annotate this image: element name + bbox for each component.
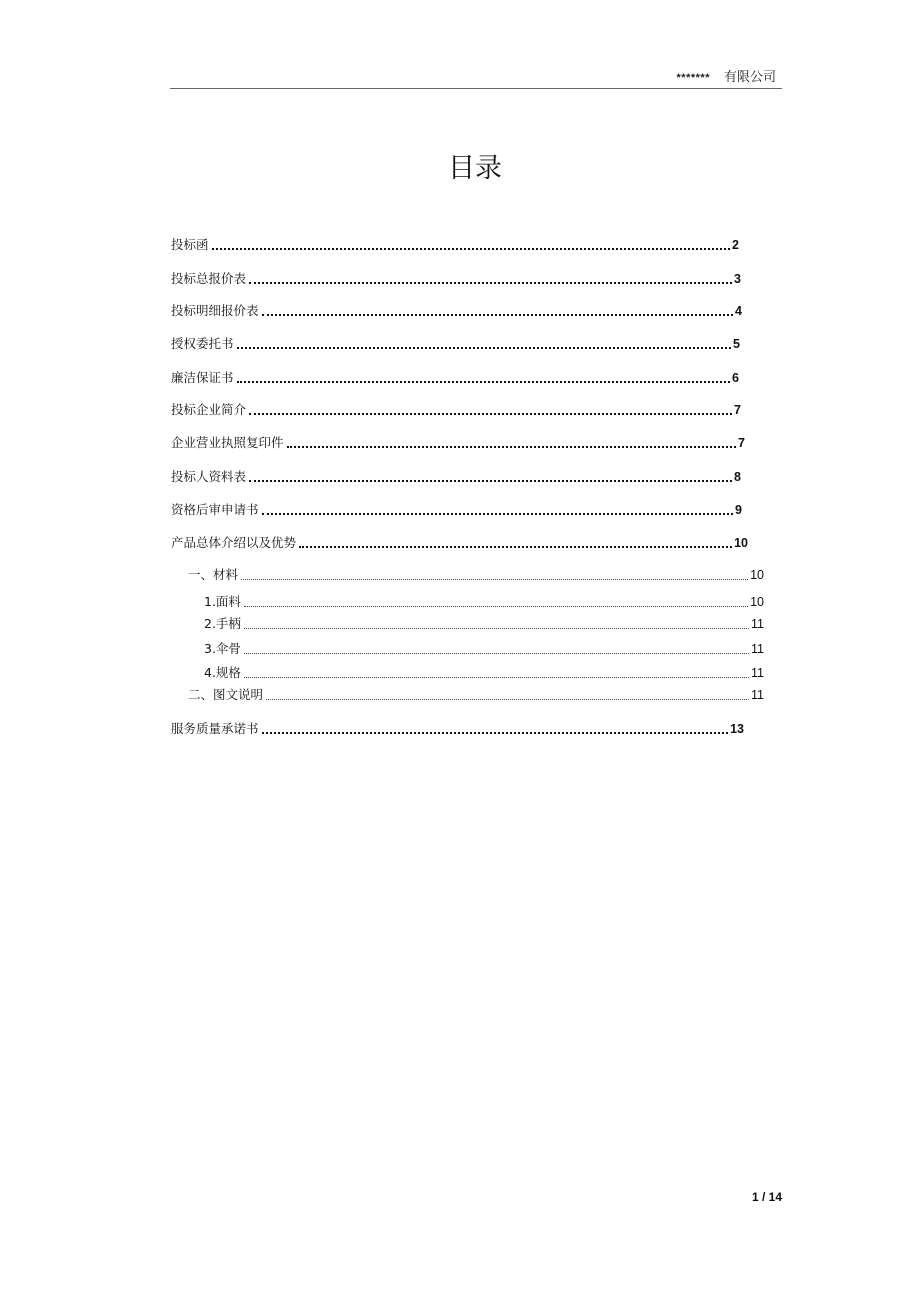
toc-leader [249, 282, 732, 284]
toc-entry-label: 授权委托书 [171, 336, 234, 351]
toc-entry-label: 投标人资料表 [171, 469, 247, 484]
toc-entry-label: 3.伞骨 [204, 641, 241, 656]
toc-entry-label: 企业营业执照复印件 [171, 435, 284, 450]
toc-leader [237, 381, 731, 383]
toc-entry[interactable] [171, 270, 741, 288]
toc-leader [266, 699, 749, 700]
toc-entry-page: 10 [750, 568, 764, 582]
toc-entry-label: 投标总报价表 [171, 271, 247, 286]
toc-entry[interactable] [204, 664, 764, 682]
toc-entry[interactable] [188, 686, 764, 704]
toc-leader [249, 480, 732, 482]
header-company-name: 有限公司 [723, 70, 776, 85]
page-header [170, 62, 782, 89]
toc-entry[interactable] [204, 593, 764, 611]
toc-entry[interactable] [171, 501, 742, 519]
toc-entry-page: 7 [734, 403, 741, 417]
toc-entry[interactable] [204, 640, 764, 658]
header-rule [170, 88, 782, 89]
toc-leader [241, 579, 748, 580]
toc-entry-page: 4 [735, 304, 742, 318]
page-indicator: 1 / 14 [751, 1190, 782, 1204]
toc-leader [244, 628, 749, 629]
toc-entry-page: 6 [732, 371, 739, 385]
toc-leader [244, 606, 748, 607]
toc-entry[interactable] [171, 720, 744, 738]
toc-entry[interactable] [171, 369, 739, 387]
toc-entry-label: 廉洁保证书 [171, 370, 234, 385]
toc-entry-label: 二、图文说明 [188, 687, 264, 702]
toc-leader [262, 314, 734, 316]
toc-entry-page: 11 [751, 666, 764, 680]
toc-entry-page: 9 [735, 503, 742, 517]
toc-leader [287, 446, 737, 448]
toc-entry-label: 资格后审申请书 [171, 502, 259, 517]
toc-entry-page: 10 [734, 536, 748, 550]
toc-entry[interactable] [171, 335, 740, 353]
toc-entry-label: 4.规格 [204, 665, 241, 680]
toc-entry-page: 13 [730, 722, 744, 736]
toc-entry-page: 11 [751, 688, 764, 702]
toc-entry[interactable] [171, 302, 742, 320]
toc-entry-page: 7 [738, 436, 745, 450]
toc-entry-page: 5 [733, 337, 740, 351]
toc-entry-page: 10 [750, 595, 764, 609]
toc-leader [212, 248, 731, 250]
toc-entry-label: 服务质量承诺书 [171, 721, 259, 736]
toc-leader [249, 413, 732, 415]
toc-entry-page: 11 [751, 642, 764, 656]
toc-entry[interactable] [188, 566, 764, 584]
toc-entry-page: 8 [734, 470, 741, 484]
toc-leader [244, 653, 749, 654]
toc-entry-label: 投标明细报价表 [171, 303, 259, 318]
toc-entry[interactable] [171, 434, 745, 452]
toc-entry-label: 1.面料 [204, 594, 241, 609]
header-company-stars: ******* [676, 72, 710, 84]
toc-leader [244, 677, 749, 678]
header-company [677, 66, 776, 85]
toc-leader [262, 513, 734, 515]
toc-entry-label: 产品总体介绍以及优势 [171, 535, 297, 550]
toc-entry[interactable] [171, 534, 748, 552]
toc-leader [299, 546, 732, 548]
toc-entry-label: 投标函 [171, 237, 209, 252]
toc-entry-page: 11 [751, 617, 764, 631]
toc-entry-page: 3 [734, 272, 741, 286]
toc-entry-page: 2 [732, 238, 739, 252]
toc-entry-label: 投标企业简介 [171, 402, 247, 417]
toc-entry[interactable] [171, 401, 741, 419]
toc-entry[interactable] [171, 236, 739, 254]
toc-entry[interactable] [204, 615, 764, 633]
toc-leader [262, 732, 729, 734]
toc-title: 目录 [448, 153, 502, 184]
toc-entry[interactable] [171, 468, 741, 486]
toc-entry-label: 一、材料 [188, 567, 239, 582]
toc-entry-label: 2.手柄 [204, 616, 241, 631]
toc-leader [237, 347, 732, 349]
